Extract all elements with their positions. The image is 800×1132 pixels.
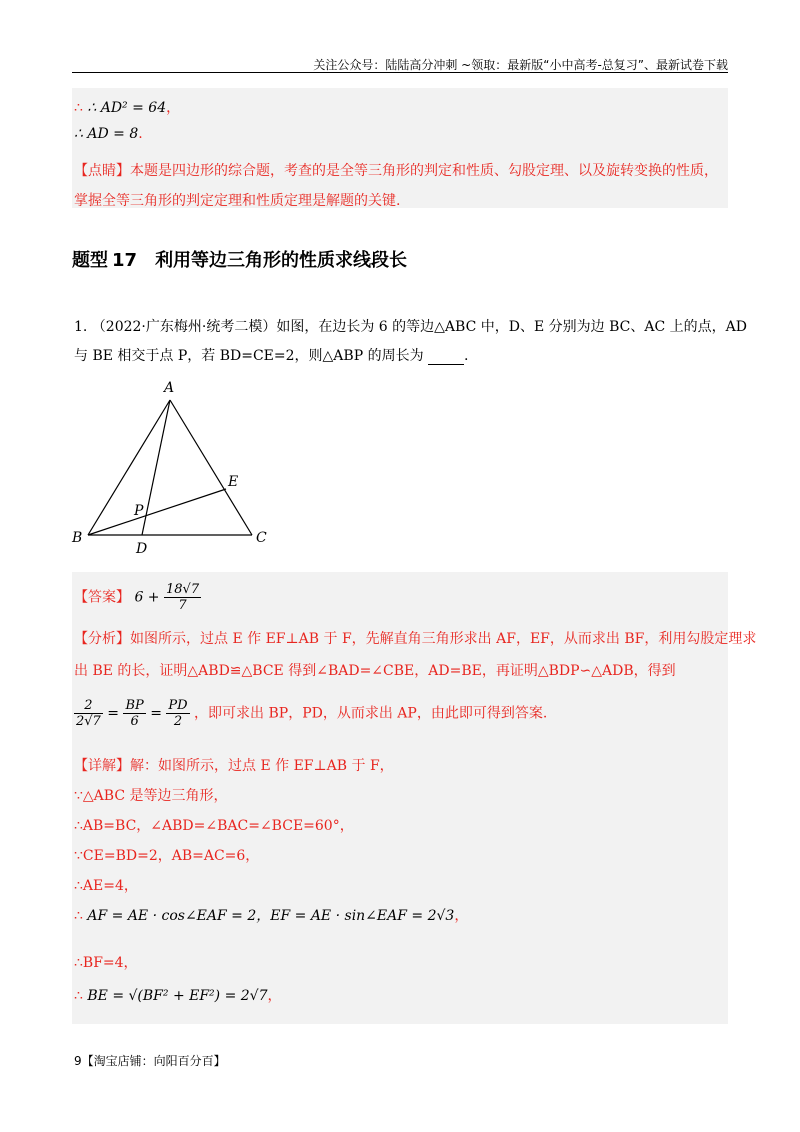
analysis-line-1: 【分析】如图所示，过点 E 作 EF⊥AB 于 F，先解直角三角形求出 AF，EF，从而求出 BF，利用勾股定理求	[74, 631, 757, 647]
answer-line: 【答案】 6 + $\frac{18√7}{7}$	[74, 582, 200, 613]
detail-line-1: 【详解】解：如图所示，过点 E 作 EF⊥AB 于 F，	[74, 758, 394, 774]
comment-line-1: 【点睛】本题是四边形的综合题，考查的是全等三角形的判定和性质、勾股定理、以及旋转变换的性质，	[74, 163, 718, 179]
detail-line-6: ∴ AF = AE · cos∠EAF = 2，EF = AE · sin∠EAF = 2√3，	[74, 908, 469, 924]
analysis-line-3: $\frac{2}{2√7}$ = $\frac{BP}{6}$ = $\frac{PD}{2}$ ，即可求出 BP，PD，从而求出 AP，由此即可得到答案.	[76, 698, 548, 729]
answer-blank	[428, 350, 464, 365]
triangle-figure	[70, 372, 270, 562]
detail-line-3: ∴AB=BC，∠ABD=∠BAC=∠BCE=60°，	[74, 818, 354, 834]
label-D: D	[136, 541, 148, 557]
detail-line-4: ∵CE=BD=2，AB=AC=6，	[74, 848, 260, 864]
label-P: P	[134, 503, 144, 519]
label-E: E	[228, 474, 239, 490]
prev-line-2: ∴ AD = 8.	[74, 126, 143, 142]
detail-line-8: ∴ BE = √(BF² + EF²) = 2√7，	[74, 988, 282, 1004]
label-C: C	[256, 530, 267, 546]
question-line-2: 与 BE 相交于点 P，若 BD=CE=2，则△ABP 的周长为 .	[74, 348, 469, 364]
prev-line-1: ∴ ∴ AD² = 64，	[74, 100, 181, 116]
page-footer: 9【淘宝店铺：向阳百分百】	[74, 1054, 226, 1068]
section-title: 题型 17 利用等边三角形的性质求线段长	[72, 250, 408, 271]
detail-line-5: ∴AE=4，	[74, 878, 138, 894]
label-A: A	[164, 380, 175, 396]
analysis-line-2: 出 BE 的长，证明△ABD≌△BCE 得到∠BAD=∠CBE，AD=BE，再证明△BDP∽△ADB，得到	[74, 663, 676, 679]
page-header	[72, 52, 728, 73]
detail-line-2: ∵△ABC 是等边三角形，	[74, 788, 228, 804]
comment-line-2: 掌握全等三角形的判定定理和性质定理是解题的关键.	[74, 193, 401, 209]
detail-line-7: ∴BF=4，	[74, 955, 138, 971]
question-line-1: 1. （2022·广东梅州·统考二模）如图，在边长为 6 的等边△ABC 中，D、E 分别为边 BC、AC 上的点，AD	[74, 319, 747, 335]
label-B: B	[72, 530, 83, 546]
header-text: 关注公众号：陆陆高分冲刺 ~领取：最新版“小中高考-总复习”、最新试卷下载	[313, 58, 728, 72]
